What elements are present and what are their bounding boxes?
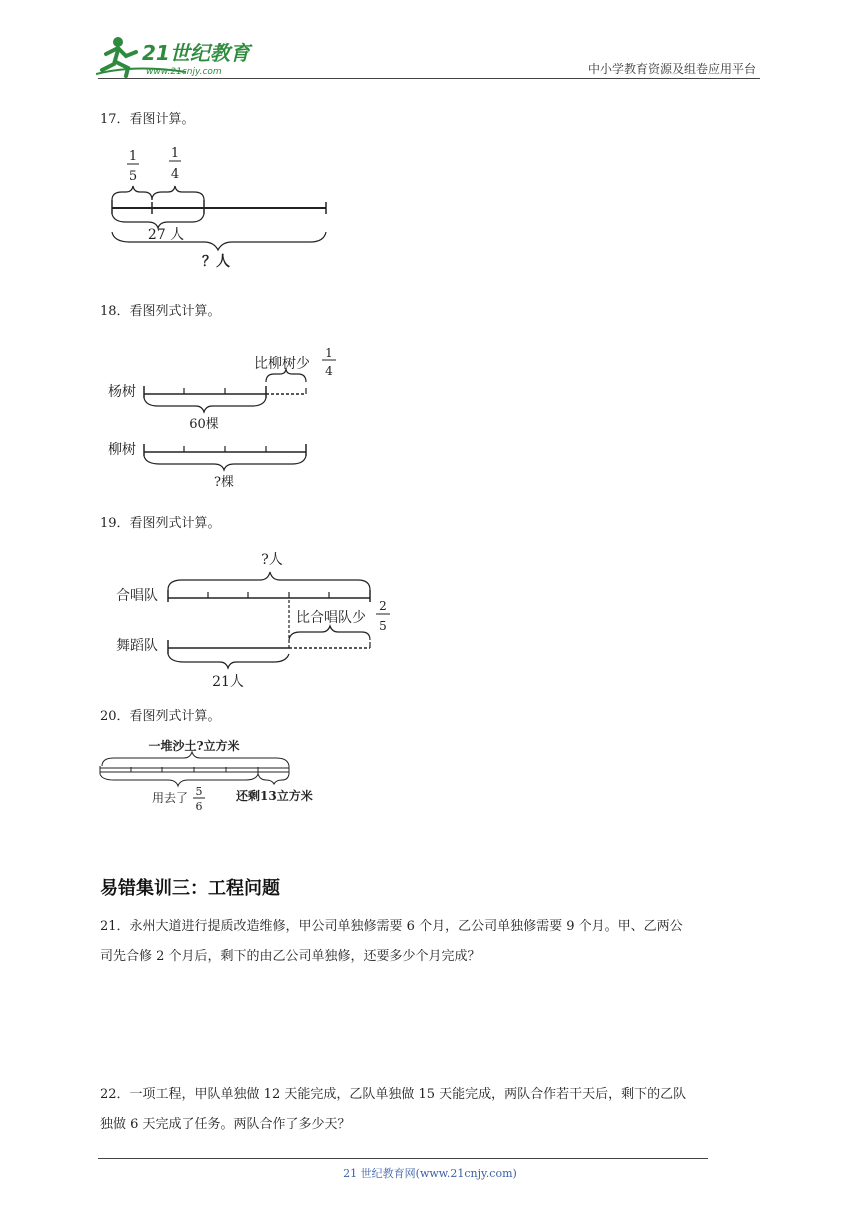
- svg-text:21世纪教育: 21世纪教育: [142, 41, 250, 65]
- footer-divider: [98, 1158, 708, 1159]
- question-21-line-2: 司先合修 2 个月后，剩下的由乙公司单独修，还要多少个月完成？: [100, 949, 481, 964]
- svg-text:比柳树少: 比柳树少: [254, 356, 310, 372]
- svg-text:27 人: 27 人: [147, 227, 185, 243]
- svg-text:1: 1: [128, 149, 138, 164]
- question-20-diagram: [96, 736, 336, 816]
- question-21: [100, 912, 764, 972]
- svg-text:柳树: 柳树: [108, 442, 136, 458]
- svg-text:4: 4: [325, 364, 333, 378]
- question-22: [100, 1080, 764, 1140]
- header-divider: [98, 78, 760, 79]
- svg-text:还剩13立方米: 还剩13立方米: [236, 789, 313, 803]
- svg-text:www.21cnjy.com: www.21cnjy.com: [146, 67, 222, 77]
- footer-link[interactable]: 21 世纪教育网(www.21cnjy.com): [343, 1167, 517, 1180]
- question-17-diagram: [100, 140, 340, 275]
- svg-text:6: 6: [195, 800, 203, 813]
- question-19-title: 19．看图列式计算。: [100, 516, 221, 531]
- svg-text:2: 2: [379, 599, 387, 613]
- question-19-diagram: [100, 546, 410, 696]
- question-18-diagram: [100, 336, 360, 496]
- question-20-title: 20．看图列式计算。: [100, 709, 221, 724]
- svg-text:60棵: 60棵: [189, 417, 219, 432]
- svg-text:5: 5: [128, 169, 138, 184]
- svg-text:一堆沙土?立方米: 一堆沙土?立方米: [148, 739, 240, 753]
- svg-text:合唱队: 合唱队: [116, 588, 158, 604]
- svg-text:1: 1: [170, 146, 180, 161]
- svg-text:5: 5: [195, 785, 203, 798]
- svg-text:1: 1: [325, 346, 333, 360]
- svg-text:21人: 21人: [212, 674, 244, 690]
- question-21-line-1: 21．永州大道进行提质改造维修，甲公司单独修需要 6 个月，乙公司单独修需要 9 个月。甲、乙两公: [100, 919, 683, 934]
- question-22-line-1: 22．一项工程，甲队单独做 12 天能完成，乙队单独做 15 天能完成，两队合作若干天后，剩下的乙队: [100, 1087, 687, 1102]
- question-17-title: 17．看图计算。: [100, 112, 195, 127]
- question-18-title: 18．看图列式计算。: [100, 304, 221, 319]
- svg-text:舞蹈队: 舞蹈队: [116, 638, 158, 654]
- runner-logo-icon: [96, 34, 266, 78]
- svg-text:比合唱队少: 比合唱队少: [296, 610, 366, 626]
- svg-text:用去了: 用去了: [152, 791, 189, 805]
- section-title: 易错集训三：工程问题: [100, 878, 280, 899]
- svg-text:5: 5: [379, 619, 387, 633]
- svg-text:杨树: 杨树: [108, 384, 136, 400]
- site-logo: [96, 34, 266, 82]
- svg-text:？人: ？人: [202, 254, 230, 270]
- svg-text:?棵: ?棵: [214, 475, 234, 490]
- svg-text:?人: ?人: [261, 552, 283, 568]
- platform-name: 中小学教育资源及组卷应用平台: [587, 62, 756, 76]
- question-22-line-2: 独做 6 天完成了任务。两队合作了多少天？: [100, 1117, 351, 1132]
- svg-text:4: 4: [170, 167, 180, 182]
